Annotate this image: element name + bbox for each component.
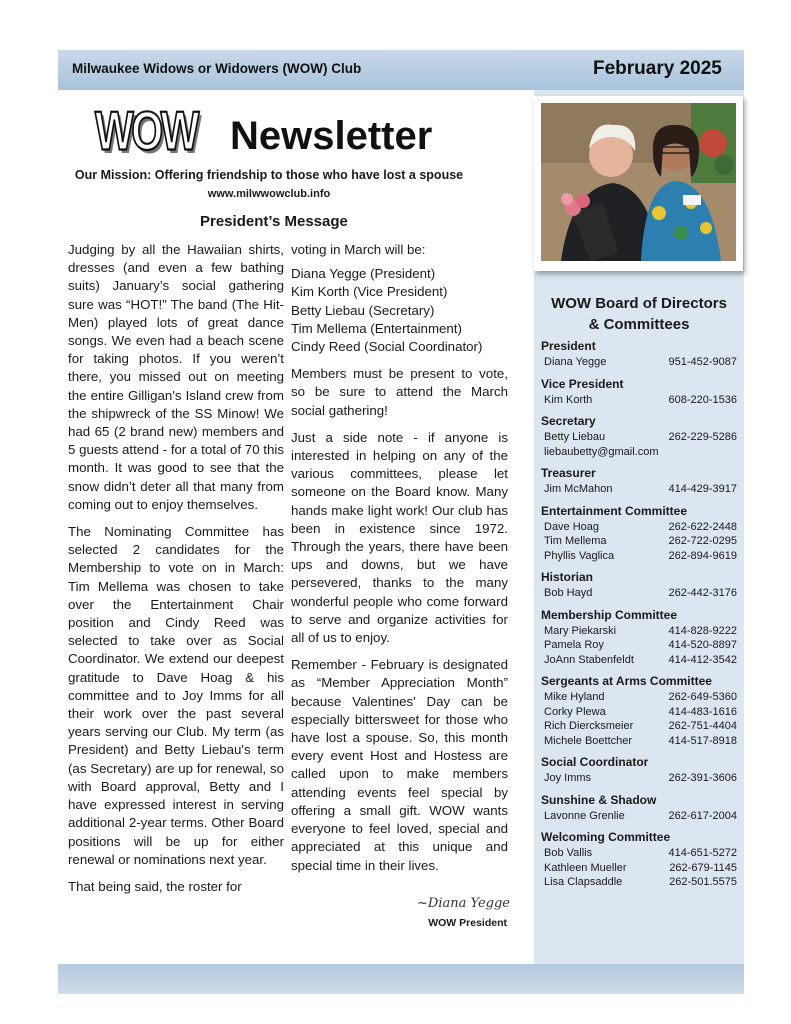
- role-title: Vice President: [541, 376, 624, 391]
- role-title: Membership Committee: [541, 607, 678, 622]
- member-phone: 262-391-3606: [668, 772, 737, 784]
- role-title: Sunshine & Shadow: [541, 792, 657, 807]
- board-title-line: & Committees: [588, 316, 690, 333]
- member-row: [541, 719, 741, 734]
- member-row: [541, 520, 741, 535]
- paragraph: Judging by all the Hawaiian shirts, dresses (and even a few bathing suits) January’s social gathering sure was “HOT!” The band (The Hit-Men) played lots of great dance songs. We even had a beach scene for taking photos. If you weren’t there, you missed out on meeting the entire Gilligan's Island crew from the shipwreck of the SS Minow! We had 65 (2 brand new) members and 5 guests attend - for a total of 70 this month. It was good to see that the snow didn’t deter all that many from coming out to enjoy themselves.: [68, 242, 284, 512]
- member-row: [541, 861, 741, 876]
- member-name: Kathleen Mueller: [544, 861, 627, 874]
- role-title: Welcoming Committee: [541, 830, 671, 844]
- member-phone: 951-452-9087: [668, 356, 737, 368]
- member-row: [541, 624, 741, 639]
- member-phone: 414-520-8897: [668, 639, 737, 651]
- member-phone: 414-651-5272: [668, 847, 737, 859]
- member-name: JoAnn Stabenfeldt: [544, 653, 634, 666]
- member-phone: 608-220-1536: [668, 393, 737, 406]
- member-phone: 414-517-8918: [668, 734, 737, 747]
- paragraph: Just a side note - if anyone is interested in helping on any of the various committees, please let someone on the Board know. Many hands make light work! Our club has been in existence since 1972. Through the years, there have been ups and downs, but we have persevered, thanks to the many wonderful people who come forward to serve and organize activities for all of us to enjoy.: [291, 429, 508, 646]
- list-item: Cindy Reed (Social Coordinator): [291, 339, 483, 355]
- signature-title: WOW President: [428, 917, 507, 929]
- board-title-line: WOW Board of Directors: [551, 295, 727, 312]
- nominee-intro: voting in March will be:: [291, 242, 426, 257]
- member-row: [541, 705, 741, 720]
- board-list: [541, 339, 741, 897]
- newsletter-title: Newsletter: [230, 114, 433, 158]
- member-phone: 414-483-1616: [668, 705, 737, 718]
- paragraph: The Nominating Committee has selected 2 candidates for the Membership to vote on in March: Tim Mellema was chosen to take over the Entertainment Chair position and Cindy Reed was selected to take over as Social Coordinator. We extend our deepest gratitude to Dave Hoag & his committee and to Joy Imms for all their work over the past several years serving our Club. My term (as President) and Betty Liebau's term (as Secretary) are up for renewal, so with Board approval, Betty and I have expressed interest in serving additional 2-year terms. Other Board positions will be up for either renewal or nominations next year.: [68, 524, 284, 867]
- board-role: [541, 793, 741, 824]
- member-name: Kim Korth: [544, 393, 593, 406]
- paragraph: That being said, the roster for: [68, 878, 242, 894]
- member-name: Phyllis Vaglica: [544, 549, 615, 562]
- member-phone: 414-412-3542: [668, 653, 737, 666]
- footer-band: [58, 964, 744, 994]
- member-phone: 262-894-9619: [668, 549, 737, 562]
- member-name: Mike Hyland: [544, 691, 605, 703]
- member-name: Betty Liebau: [544, 431, 606, 443]
- member-name: Pamela Roy: [544, 639, 604, 651]
- board-role: [541, 339, 741, 370]
- member-phone: 262-679-1145: [669, 861, 737, 874]
- mission-statement: Our Mission: Offering friendship to those who have lost a spouse: [74, 168, 464, 182]
- list-item: Kim Korth (Vice President): [291, 284, 448, 300]
- member-row: [541, 586, 741, 601]
- member-phone: 262-622-2448: [668, 520, 737, 533]
- member-name: Michele Boettcher: [544, 734, 633, 747]
- member-name: Lisa Clapsaddle: [544, 876, 623, 888]
- article-column-2: [291, 241, 508, 875]
- member-row: [541, 771, 741, 786]
- member-phone: 262-751-4404: [668, 720, 737, 732]
- member-name: Bob Vallis: [544, 847, 593, 859]
- role-title: Historian: [541, 570, 594, 584]
- list-item: Diana Yegge (President): [291, 266, 436, 282]
- role-title: Entertainment Committee: [541, 503, 688, 518]
- member-row: [541, 355, 741, 370]
- member-name: Bob Hayd: [544, 587, 593, 599]
- board-role: [541, 377, 741, 408]
- member-name: Corky Plewa: [544, 705, 606, 718]
- member-name: Diana Yegge: [544, 356, 607, 368]
- photo-frame: [534, 96, 743, 271]
- board-title: [534, 293, 744, 335]
- member-row: [541, 549, 741, 564]
- member-phone: 262-501.5575: [669, 876, 737, 888]
- member-name: Mary Piekarski: [544, 624, 617, 637]
- member-row: [541, 393, 741, 408]
- article-column-1: [68, 241, 284, 896]
- role-title: Social Coordinator: [541, 755, 649, 769]
- board-role: [541, 608, 741, 668]
- member-name: Dave Hoag: [544, 520, 600, 533]
- list-item: Betty Liebau (Secretary): [291, 302, 435, 318]
- member-row: [541, 809, 741, 824]
- member-row: [541, 653, 741, 668]
- member-email[interactable]: liebaubetty@gmail.com: [544, 445, 659, 458]
- member-name: Joy Imms: [544, 772, 592, 784]
- nominee-list: [291, 265, 508, 356]
- member-row: [541, 846, 741, 861]
- member-phone: 262-442-3176: [668, 587, 737, 599]
- member-row: [541, 690, 741, 705]
- role-title: Treasurer: [541, 466, 596, 480]
- member-name: Rich Diercksmeier: [544, 720, 634, 732]
- paragraph: Members must be present to vote, so be sure to attend the March social gathering!: [291, 366, 508, 418]
- member-row: [541, 430, 741, 445]
- member-phone: 414-828-9222: [668, 624, 737, 637]
- member-row: [541, 875, 741, 890]
- wow-logo: WOW: [95, 100, 197, 162]
- member-name: Lavonne Grenlie: [544, 809, 625, 822]
- member-phone: 262-722-0295: [668, 535, 737, 547]
- issue-date: February 2025: [593, 58, 722, 79]
- member-name: Jim McMahon: [544, 483, 613, 495]
- member-row: [541, 534, 741, 549]
- website-link[interactable]: www.milwwowclub.info: [207, 188, 331, 200]
- member-phone: 414-429-3917: [668, 483, 737, 495]
- board-role: [541, 830, 741, 890]
- list-item: Tim Mellema (Entertainment): [291, 320, 462, 336]
- board-role: [541, 466, 741, 497]
- member-phone: 262-617-2004: [668, 809, 737, 822]
- signature: ~Diana Yegge: [417, 896, 510, 911]
- role-title: Secretary: [541, 414, 596, 428]
- board-role: [541, 674, 741, 748]
- photo-two-women: [541, 103, 736, 261]
- member-row: [541, 638, 741, 653]
- member-row: [541, 482, 741, 497]
- presidents-message-title: President’s Message: [200, 213, 348, 230]
- board-role: [541, 504, 741, 564]
- member-name: Tim Mellema: [544, 535, 607, 547]
- member-phone: 262-229-5286: [668, 431, 737, 443]
- board-role: [541, 414, 741, 459]
- role-title: Sergeants at Arms Committee: [541, 674, 712, 688]
- role-title: President: [541, 339, 596, 353]
- club-name: Milwaukee Widows or Widowers (WOW) Club: [72, 61, 362, 76]
- member-phone: 262-649-5360: [668, 691, 737, 703]
- paragraph: Remember - February is designated as “Member Appreciation Month” because Valentines' Day can be especially bittersweet for those who have lost a spouse. So, this month every event Host and Hostess are called upon to make members attending events feel special by offering a small gift. WOW wants everyone to feel loved, special and appreciated at this unique and special time in their lives.: [291, 657, 508, 873]
- board-role: [541, 570, 741, 601]
- board-role: [541, 755, 741, 786]
- member-row: [541, 734, 741, 749]
